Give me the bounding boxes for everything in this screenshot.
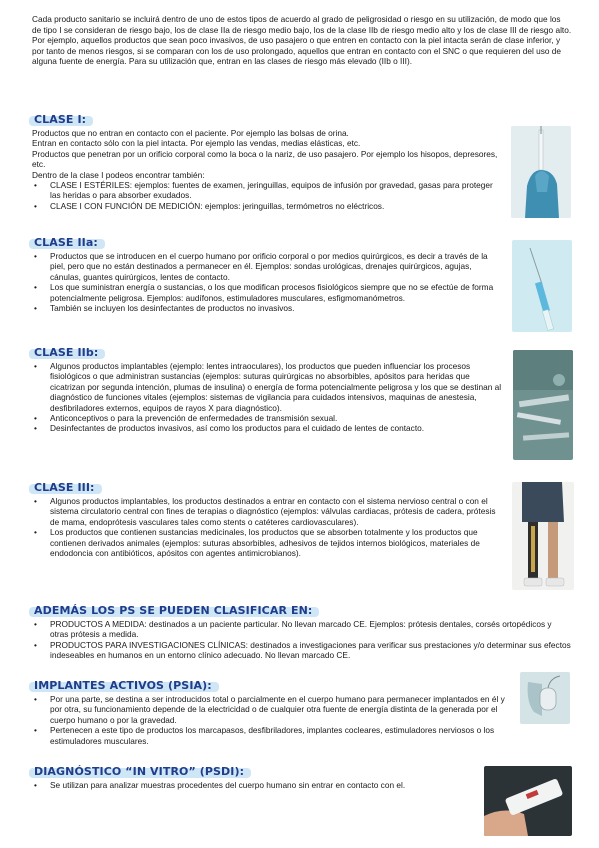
syringe-glove-photo: [511, 126, 571, 218]
bullet-item: • PRODUCTOS PARA INVESTIGACIONES CLÍNICAS: destinados a investigaciones para verificar sus prestaciones y/o determinar sus efectos indeseables en humanos en un entorno clínico adecuado. No llevan marcado CE.: [32, 640, 572, 661]
bullet-item: • Algunos productos implantables, los productos destinados a entrar en contacto con el sistema nervioso central o con el sistema circulatorio central con fines de terapias o diagnóstico (ejemplos: válvulas cardiacas, prótesis de cadera, prótesis de mama, endoprótesis vasculares tales como stents o catéteres cardiovasculares).: [32, 496, 502, 527]
section-title: CLASE III:: [34, 481, 95, 494]
bullet-item: • Se utilizan para analizar muestras procedentes del cuerpo humano sin entrar en contacto con el.: [32, 780, 507, 790]
bullet-item: • Productos que se introducen en el cuerpo humano por orificio corporal o por medios quirúrgicos, es decir a través de la piel, pero que no están destinados a permanecer en él. Ejemplos: sondas urológicas, drenajes quirúrgicos, agujas, cánulas, guantes quirúrgicos, lentes de contacto.: [32, 251, 502, 282]
bullet-item: • También se incluyen los desinfectantes de productos no invasivos.: [32, 303, 502, 313]
section-ademas: [32, 601, 572, 661]
intro-paragraph-2: Por ejemplo, aquellos productos que sean poco invasivos, de uso pasajero o que entren en contacto con la piel intacta serán de clase inferior, y por tanto de menos riesgos, si se comparan con los de uso prolongado, aquellos que entran en contacto con el SNC o que requieren del uso de alguna fuente de energía. Para su utilización que, entran en las clases de riesgo más elevado (IIb o III).: [32, 35, 562, 67]
test-kit-photo: [484, 766, 572, 836]
section-clase-1: [32, 110, 502, 211]
section-title: CLASE IIa:: [34, 236, 98, 249]
section-clase-3: [32, 478, 502, 558]
section-diagnostico-in-vitro: [32, 762, 507, 790]
bullet-item: • Algunos productos implantables (ejemplo: lentes intraoculares), los productos que pueden influenciar los procesos fisiológicos o que administran sustancias (ejemplos: suturas quirúrgicas no absorbibles, apósitos para heridas que cicatrizan por segunda intención, plumas de insulina) o energía de forma potencialmente peligrosa y los que se destinan al diagnóstico de funciones vitales (ejemplos: sistemas de vigilancia para cuidados intensivos, maquinas de anestesia, desfibriladores externos, equipos de rayos X para diagnóstico).: [32, 361, 502, 413]
bullet-item: • Desinfectantes de productos invasivos, así como los productos para el cuidado de lentes de contacto.: [32, 423, 502, 433]
section-title: ADEMÁS LOS PS SE PUEDEN CLASIFICAR EN:: [34, 604, 313, 617]
intro-text: [32, 14, 572, 67]
section-title: CLASE I:: [34, 113, 87, 126]
text-line: Entran en contacto sólo con la piel intacta. Por ejemplo las vendas, medias elásticas, etc.: [32, 138, 361, 149]
bullet-item: • CLASE I CON FUNCIÓN DE MEDICIÓN: ejemplos: jeringuillas, termómetros no eléctricos.: [32, 201, 502, 211]
text-line: Dentro de la clase I podeos encontrar también:: [32, 169, 205, 180]
intro-paragraph-1: Cada producto sanitario se incluirá dentro de uno de estos tipos de acuerdo al grado de peligrosidad o riesgo en su utilización, de modo que los de tipo I se consideran de riesgo bajo, los de clase IIa de riesgo medio bajo, los de la clase IIb de riesgo medio alto y los de clase III de riesgo alto.: [32, 14, 572, 35]
section-clase-2b: [32, 343, 502, 434]
bullet-item: • Los que suministran energía o sustancias, o los que modifican procesos fisiológicos siempre que no se efectúe de forma potencialmente peligrosa. Ejemplos: audífonos, estimuladores musculares, esfigmomanómetros.: [32, 282, 502, 303]
bullet-item: • Anticonceptivos o para la prevención de enfermedades de transmisión sexual.: [32, 413, 502, 423]
needle-photo: [512, 240, 572, 332]
pacemaker-photo: [520, 672, 570, 724]
surgical-instruments-photo: [513, 350, 573, 460]
section-title: CLASE IIb:: [34, 346, 99, 359]
bullet-item: • PRODUCTOS A MEDIDA: destinados a un paciente particular. No llevan marcado CE. Ejemplos: prótesis dentales, corsés ortopédicos y otras prótesis a medida.: [32, 619, 572, 640]
prosthetic-leg-photo: [512, 482, 574, 590]
section-title: IMPLANTES ACTIVOS (PSIA):: [34, 679, 212, 692]
text-line: Productos que no entran en contacto con el paciente. Por ejemplo las bolsas de orina.: [32, 128, 349, 138]
bullet-item: • Pertenecen a este tipo de productos los marcapasos, desfibriladores, implantes cocleares, estimuladores nerviosos o los estimuladores musculares.: [32, 725, 507, 746]
bullet-item: • CLASE I ESTÉRILES: ejemplos: fuentes de examen, jeringuillas, equipos de infusión por gravedad, gasas para proteger las heridas o para absorber exudados.: [32, 180, 502, 201]
section-implantes-activos: [32, 676, 507, 746]
section-clase-2a: [32, 233, 502, 313]
section-title: DIAGNÓSTICO “IN VITRO” (PSDI):: [34, 765, 245, 778]
bullet-item: • Los productos que contienen sustancias medicinales, los productos que se absorben totalmente y los productos que contienen derivados animales (ejemplos: suturas absorbibles, adhesivos de tejidos internos biológicos, materiales de endodoncia con antibióticos, apósitos con agentes antimicrobianos).: [32, 527, 502, 558]
text-line: Productos que penetran por un orificio corporal como la boca o la nariz, de uso pasajero. Por ejemplo los hisopos, depresores, etc.: [32, 148, 498, 170]
bullet-item: • Por una parte, se destina a ser introducidos total o parcialmente en el cuerpo humano para permanecer implantados en él y por otra, su funcionamiento depende de la electricidad o de cualquier otra fuente de energía distinta de la generada por el cuerpo humano o por la gravedad.: [32, 694, 507, 725]
